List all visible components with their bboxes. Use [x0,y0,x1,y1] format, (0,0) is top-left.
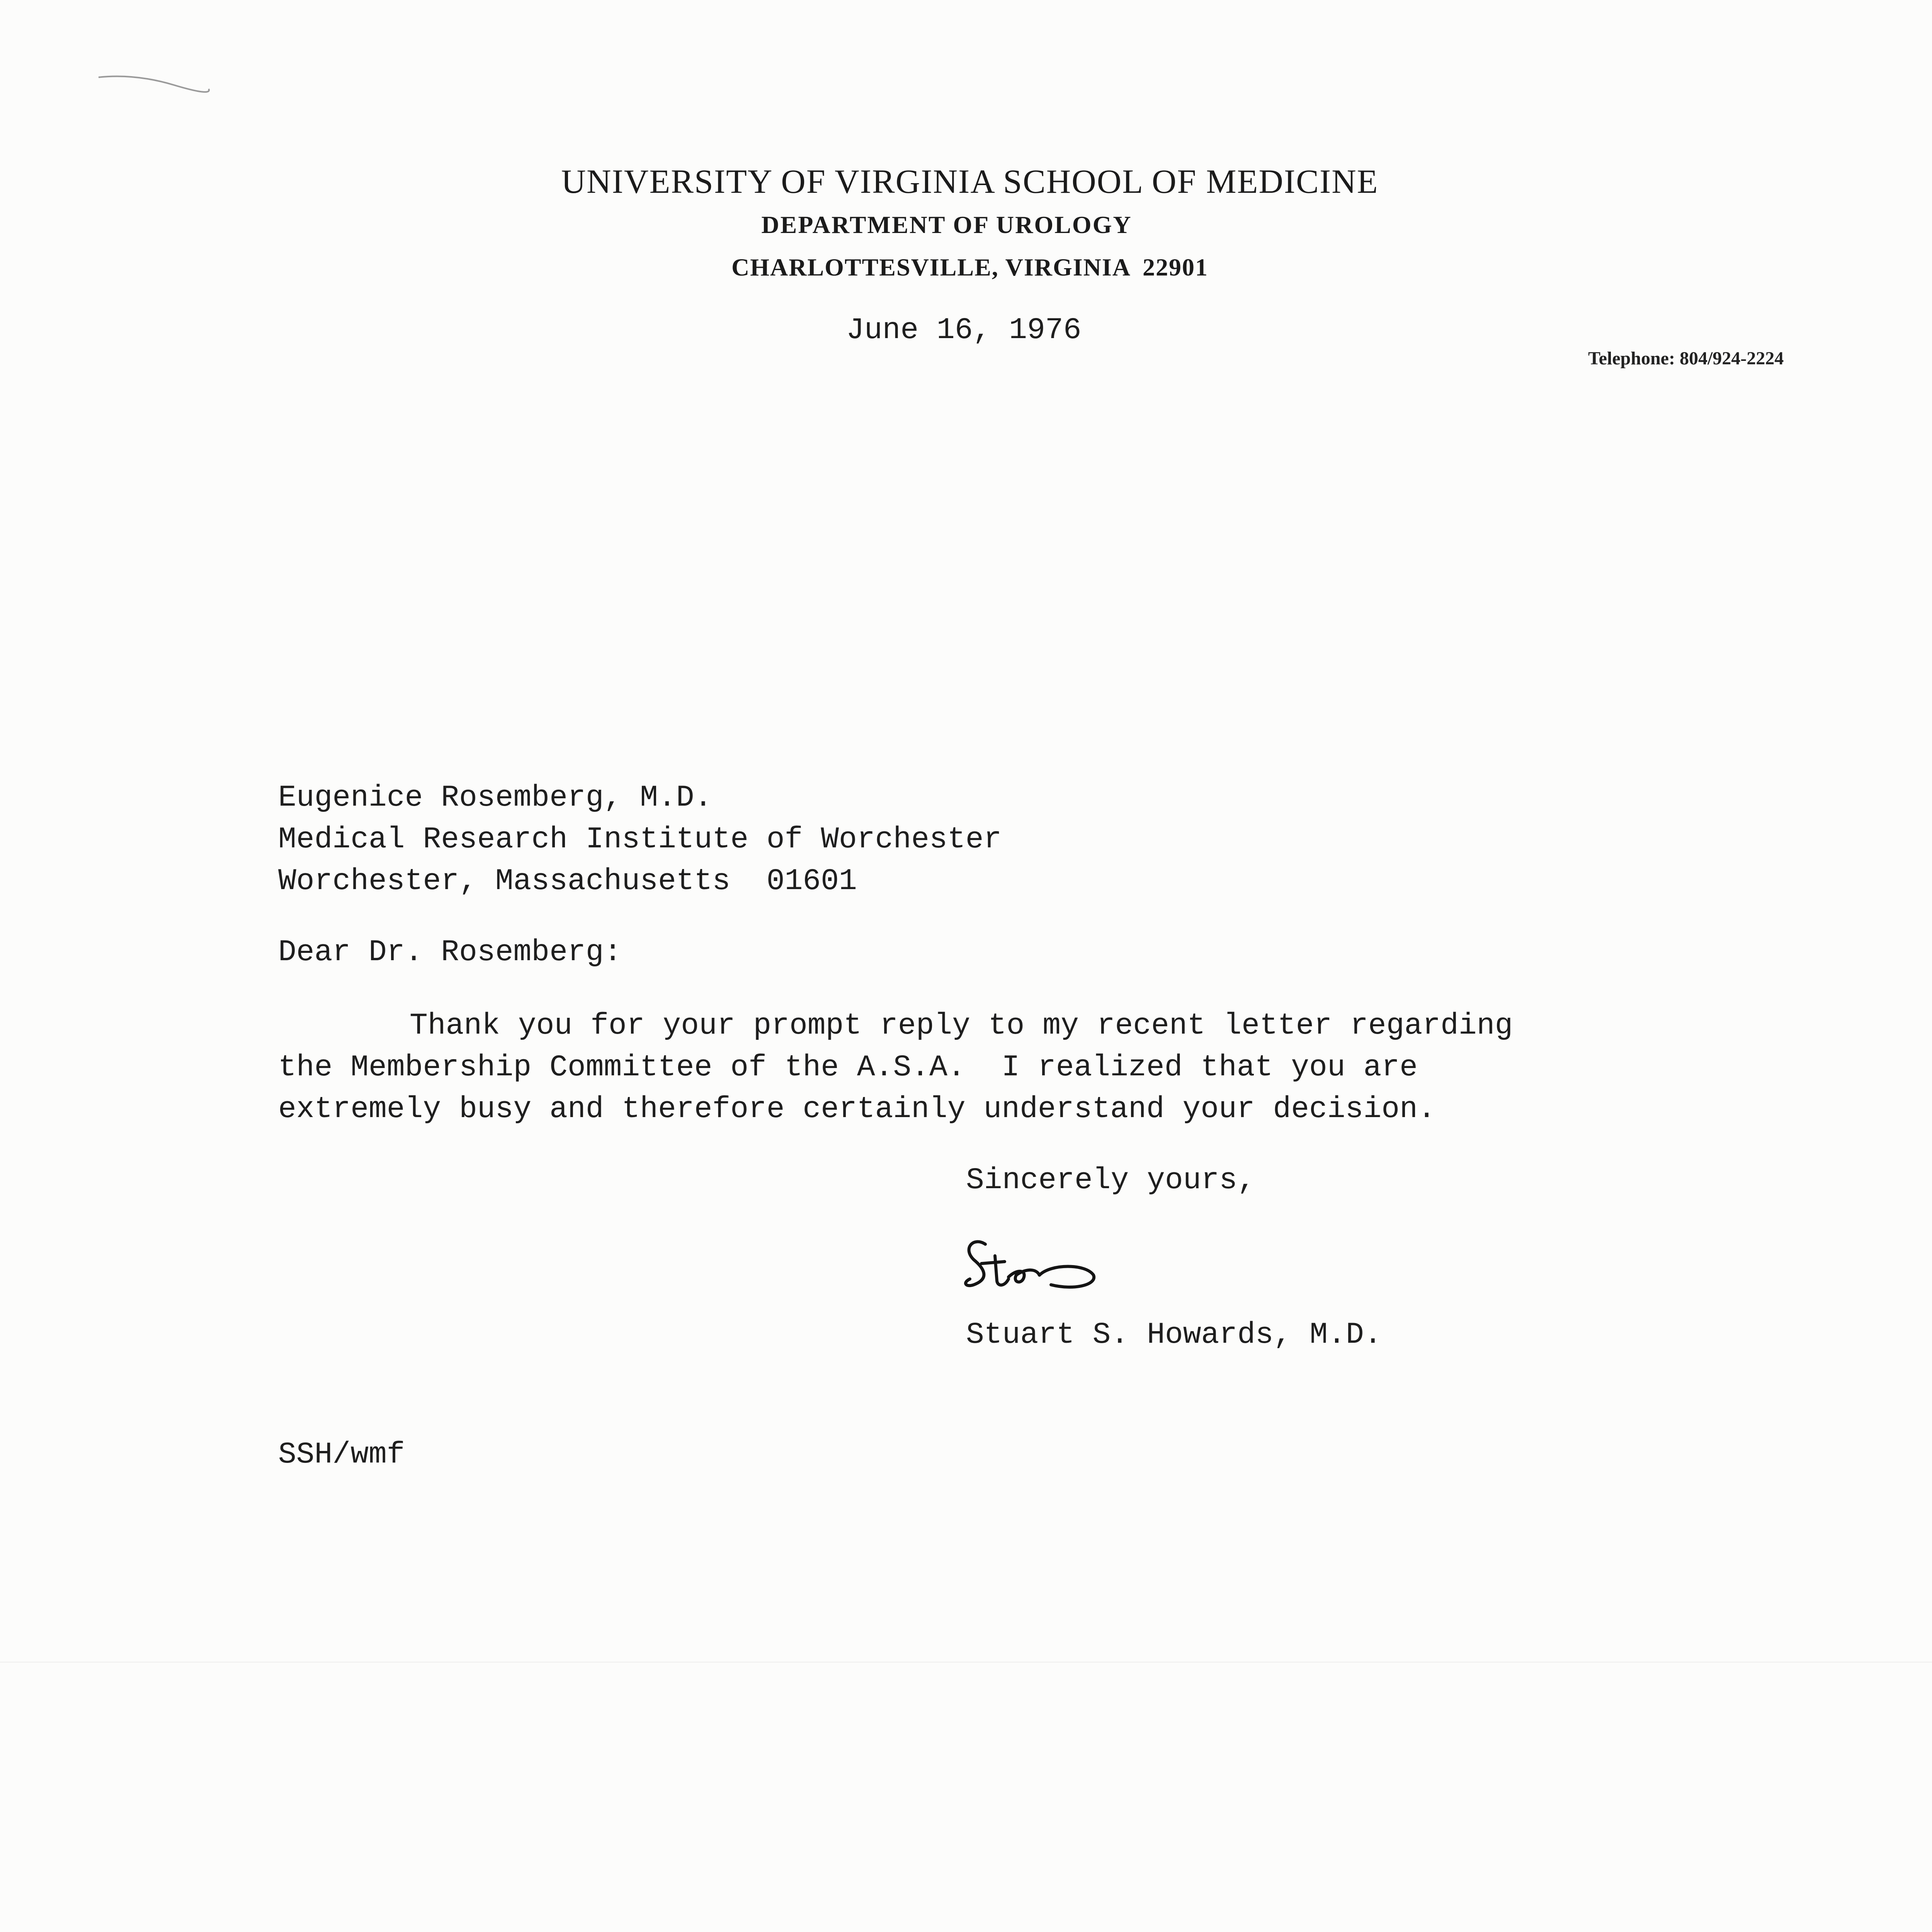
body-line: the Membership Committee of the A.S.A. I realized that you are [278,1051,1418,1085]
closing: Sincerely yours, [966,1163,1255,1197]
paper-mark [97,70,213,93]
recipient-name: Eugenice Rosemberg, M.D. [278,781,713,815]
reference-initials: SSH/wmf [278,1438,405,1472]
body-line: Thank you for your prompt reply to my recent letter regarding [410,1009,1513,1043]
letterhead-zip: 22901 [1142,253,1208,281]
recipient-organization: Medical Research Institute of Worchester [278,823,1002,857]
recipient-city-line: Worchester, Massachusetts 01601 [278,864,857,898]
handwritten-signature [958,1233,1105,1298]
letter-date: June 16, 1976 [846,313,1082,347]
body-line: extremely busy and therefore certainly understand your decision. [278,1092,1436,1126]
letterhead-department: DEPARTMENT OF UROLOGY [761,211,1132,238]
letterhead-institution: UNIVERSITY OF VIRGINIA SCHOOL OF MEDICINE [561,163,1379,201]
letterhead-city-state: CHARLOTTESVILLE, VIRGINIA [731,253,1131,281]
letterhead-address [0,253,1932,282]
signer-name: Stuart S. Howards, M.D. [966,1318,1382,1352]
telephone-label: Telephone: [1588,348,1675,369]
paper-fold-line [0,1662,1932,1663]
salutation: Dear Dr. Rosemberg: [278,935,622,969]
telephone [1588,348,1784,369]
telephone-number: 804/924-2224 [1679,348,1784,369]
